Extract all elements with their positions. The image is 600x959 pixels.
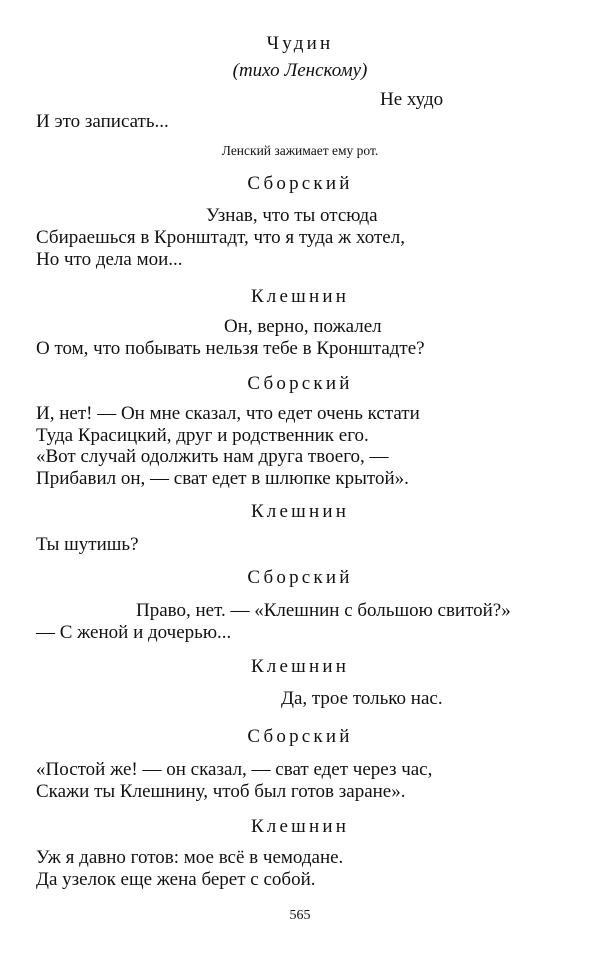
speaker-name: Клешнин (250, 656, 350, 677)
verse-line: И, нет! — Он мне сказал, что едет очень кстати (36, 403, 420, 424)
speaker-name: Клешнин (250, 286, 350, 307)
speaker-name: Сборский (247, 726, 353, 747)
verse-line: Да, трое только нас. (281, 688, 443, 709)
verse-line: Да узелок еще жена берет с собой. (36, 869, 316, 890)
verse-line: Прибавил он, — сват едет в шлюпке крытой». (36, 468, 409, 489)
speaker-name: Сборский (247, 373, 353, 394)
verse-line: И это записать... (36, 111, 169, 132)
verse-line: «Постой же! — он сказал, — сват едет через час, (36, 759, 433, 780)
verse-line: Ты шутишь? (36, 534, 139, 555)
speaker-name: Клешнин (250, 501, 350, 522)
verse-line: Уж я давно готов: мое всё в чемодане. (36, 847, 344, 868)
verse-line: Но что дела мои... (36, 249, 183, 270)
verse-line: Узнав, что ты отсюда (206, 205, 378, 226)
speaker-name: Клешнин (250, 816, 350, 837)
speaker-name: Сборский (247, 567, 353, 588)
speaker-name: Чудин (266, 33, 334, 54)
verse-line: О том, что побывать нельзя тебе в Кронштадте? (36, 338, 425, 359)
verse-line: Скажи ты Клешнину, чтоб был готов заране». (36, 781, 406, 802)
verse-line: Сбираешься в Кронштадт, что я туда ж хотел, (36, 227, 405, 248)
verse-line: Туда Красицкий, друг и родственник его. (36, 425, 369, 446)
stage-note: Ленский зажимает ему рот. (221, 143, 379, 158)
page-number: 565 (289, 908, 311, 923)
verse-line: Право, нет. — «Клешнин с большою свитой?» (136, 600, 511, 621)
verse-line: — С женой и дочерью... (36, 622, 232, 643)
verse-line: Он, верно, пожалел (224, 316, 382, 337)
stage-direction: (тихо Ленскому) (232, 60, 368, 81)
speaker-name: Сборский (247, 173, 353, 194)
verse-line: «Вот случай одолжить нам друга твоего, — (36, 446, 389, 467)
verse-line: Не худо (380, 89, 444, 110)
